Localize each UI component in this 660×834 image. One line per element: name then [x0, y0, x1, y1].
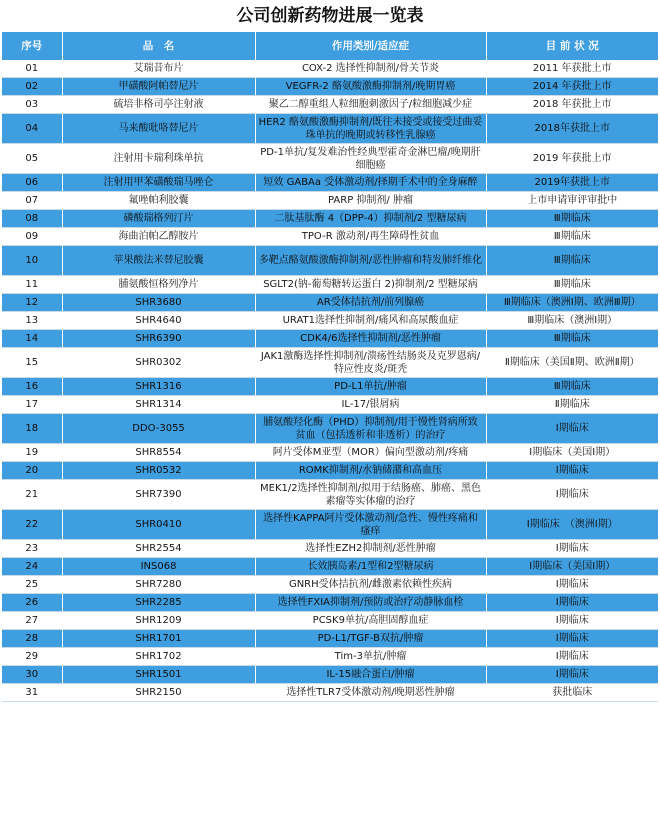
- table-row: [2, 558, 658, 576]
- status-cell: 2018 年获批上市: [486, 96, 658, 114]
- table-row: [2, 228, 658, 246]
- table-row: [2, 144, 658, 174]
- product-name-cell: DDO-3055: [62, 414, 255, 444]
- table-row: [2, 78, 658, 96]
- status-cell: Ⅰ期临床: [486, 648, 658, 666]
- table-row: [2, 684, 658, 702]
- table-row: [2, 246, 658, 276]
- table-row: [2, 312, 658, 330]
- product-name-cell: SHR8554: [62, 444, 255, 462]
- status-cell: Ⅰ期临床: [486, 540, 658, 558]
- row-number-cell: 29: [2, 648, 62, 666]
- row-number-cell: 18: [2, 414, 62, 444]
- status-cell: Ⅰ期临床: [486, 612, 658, 630]
- status-cell: Ⅲ期临床（澳洲Ⅰ期）: [486, 312, 658, 330]
- status-cell: Ⅲ期临床: [486, 246, 658, 276]
- row-number-cell: 05: [2, 144, 62, 174]
- drug-progress-table: [2, 32, 658, 702]
- row-number-cell: 13: [2, 312, 62, 330]
- row-number-cell: 19: [2, 444, 62, 462]
- status-cell: Ⅰ期临床（美国Ⅰ期）: [486, 444, 658, 462]
- table-row: [2, 114, 658, 144]
- category-indication-cell: 短效 GABAa 受体激动剂/择期手术中的全身麻醉: [255, 174, 486, 192]
- category-indication-cell: URAT1选择性抑制剂/痛风和高尿酸血症: [255, 312, 486, 330]
- status-cell: Ⅲ期临床（澳洲Ⅰ期、欧洲Ⅲ期）: [486, 294, 658, 312]
- product-name-cell: 氟唑帕利胶囊: [62, 192, 255, 210]
- table-row: [2, 210, 658, 228]
- table-row: [2, 612, 658, 630]
- row-number-cell: 01: [2, 60, 62, 78]
- status-cell: 2011 年获批上市: [486, 60, 658, 78]
- row-number-cell: 11: [2, 276, 62, 294]
- table-row: [2, 414, 658, 444]
- status-cell: 2014 年获批上市: [486, 78, 658, 96]
- status-cell: Ⅰ期临床（美国Ⅰ期）: [486, 558, 658, 576]
- product-name-cell: SHR2554: [62, 540, 255, 558]
- table-row: [2, 666, 658, 684]
- product-name-cell: SHR1501: [62, 666, 255, 684]
- row-number-cell: 22: [2, 510, 62, 540]
- product-name-cell: 海曲泊帕乙醇胺片: [62, 228, 255, 246]
- status-cell: Ⅲ期临床: [486, 228, 658, 246]
- row-number-cell: 25: [2, 576, 62, 594]
- row-number-cell: 31: [2, 684, 62, 702]
- category-indication-cell: 长效胰岛素/1型和2型糖尿病: [255, 558, 486, 576]
- status-cell: Ⅲ期临床: [486, 276, 658, 294]
- category-indication-cell: HER2 酪氨酸激酶抑制剂/既往未接受或接受过曲妥珠单抗的晚期或转移性乳腺癌: [255, 114, 486, 144]
- row-number-cell: 21: [2, 480, 62, 510]
- header-current-status: 目 前 状 况: [486, 32, 658, 60]
- table-row: [2, 630, 658, 648]
- product-name-cell: 脯氨酸恒格列净片: [62, 276, 255, 294]
- header-product-name: 品 名: [62, 32, 255, 60]
- table-row: [2, 594, 658, 612]
- category-indication-cell: 二肽基肽酶 4（DPP-4）抑制剂/2 型糖尿病: [255, 210, 486, 228]
- row-number-cell: 10: [2, 246, 62, 276]
- category-indication-cell: 选择性TLR7受体激动剂/晚期恶性肿瘤: [255, 684, 486, 702]
- category-indication-cell: PD-L1/TGF-B双抗/肿瘤: [255, 630, 486, 648]
- product-name-cell: SHR1314: [62, 396, 255, 414]
- product-name-cell: SHR3680: [62, 294, 255, 312]
- category-indication-cell: TPO-R 激动剂/再生障碍性贫血: [255, 228, 486, 246]
- category-indication-cell: 聚乙二醇重组人粒细胞刺激因子/粒细胞减少症: [255, 96, 486, 114]
- row-number-cell: 30: [2, 666, 62, 684]
- status-cell: 2019年获批上市: [486, 174, 658, 192]
- product-name-cell: 甲磺酸阿帕替尼片: [62, 78, 255, 96]
- table-row: [2, 330, 658, 348]
- product-name-cell: 硫培非格司亭注射液: [62, 96, 255, 114]
- product-name-cell: SHR4640: [62, 312, 255, 330]
- row-number-cell: 06: [2, 174, 62, 192]
- row-number-cell: 24: [2, 558, 62, 576]
- table-row: [2, 444, 658, 462]
- product-name-cell: SHR7390: [62, 480, 255, 510]
- status-cell: Ⅰ期临床: [486, 462, 658, 480]
- category-indication-cell: PARP 抑制剂/ 肿瘤: [255, 192, 486, 210]
- row-number-cell: 27: [2, 612, 62, 630]
- header-number: 序号: [2, 32, 62, 60]
- header-category-indication: 作用类别/适应症: [255, 32, 486, 60]
- product-name-cell: 苹果酸法米替尼胶囊: [62, 246, 255, 276]
- table-row: [2, 378, 658, 396]
- table-row: [2, 480, 658, 510]
- product-name-cell: 注射用甲苯磺酸瑞马唑仑: [62, 174, 255, 192]
- status-cell: Ⅲ期临床: [486, 378, 658, 396]
- category-indication-cell: 选择性FXIA抑制剂/预防或治疗动静脉血栓: [255, 594, 486, 612]
- product-name-cell: SHR7280: [62, 576, 255, 594]
- status-cell: Ⅰ期临床: [486, 414, 658, 444]
- product-name-cell: SHR0302: [62, 348, 255, 378]
- category-indication-cell: 阿片受体M亚型（MOR）偏向型激动剂/疼痛: [255, 444, 486, 462]
- table-row: [2, 174, 658, 192]
- row-number-cell: 02: [2, 78, 62, 96]
- status-cell: 2018年获批上市: [486, 114, 658, 144]
- product-name-cell: SHR1316: [62, 378, 255, 396]
- category-indication-cell: IL-15融合蛋白/肿瘤: [255, 666, 486, 684]
- table-row: [2, 348, 658, 378]
- product-name-cell: 艾瑞昔布片: [62, 60, 255, 78]
- table-row: [2, 540, 658, 558]
- row-number-cell: 17: [2, 396, 62, 414]
- row-number-cell: 03: [2, 96, 62, 114]
- status-cell: Ⅰ期临床: [486, 594, 658, 612]
- row-number-cell: 09: [2, 228, 62, 246]
- table-row: [2, 510, 658, 540]
- row-number-cell: 08: [2, 210, 62, 228]
- product-name-cell: INS068: [62, 558, 255, 576]
- product-name-cell: 注射用卡瑞利珠单抗: [62, 144, 255, 174]
- status-cell: Ⅰ期临床: [486, 480, 658, 510]
- status-cell: Ⅰ期临床 （澳洲Ⅰ期）: [486, 510, 658, 540]
- status-cell: 获批临床: [486, 684, 658, 702]
- category-indication-cell: ROMK抑制剂/水钠储潴和高血压: [255, 462, 486, 480]
- category-indication-cell: 脯氨酸羟化酶（PHD）抑制剂/用于慢性肾病所致贫血（包括透析和非透析）的治疗: [255, 414, 486, 444]
- status-cell: Ⅱ期临床（美国Ⅱ期、欧洲Ⅱ期）: [486, 348, 658, 378]
- category-indication-cell: VEGFR-2 酪氨酸激酶抑制剂/晚期胃癌: [255, 78, 486, 96]
- category-indication-cell: 选择性EZH2抑制剂/恶性肿瘤: [255, 540, 486, 558]
- row-number-cell: 07: [2, 192, 62, 210]
- table-row: [2, 462, 658, 480]
- category-indication-cell: IL-17/银屑病: [255, 396, 486, 414]
- category-indication-cell: JAK1激酶选择性抑制剂/溃疡性结肠炎及克罗恩病/特应性皮炎/斑秃: [255, 348, 486, 378]
- product-name-cell: SHR0532: [62, 462, 255, 480]
- category-indication-cell: PD-1单抗/复发难治性经典型霍奇金淋巴瘤/晚期肝细胞癌: [255, 144, 486, 174]
- table-header-row: [2, 32, 658, 60]
- category-indication-cell: PCSK9单抗/高胆固醇血症: [255, 612, 486, 630]
- status-cell: Ⅲ期临床: [486, 210, 658, 228]
- table-row: [2, 276, 658, 294]
- table-row: [2, 96, 658, 114]
- category-indication-cell: MEK1/2选择性抑制剂/拟用于结肠癌、肺癌、黑色素瘤等实体瘤的治疗: [255, 480, 486, 510]
- table-row: [2, 576, 658, 594]
- row-number-cell: 23: [2, 540, 62, 558]
- product-name-cell: SHR1702: [62, 648, 255, 666]
- status-cell: 2019 年获批上市: [486, 144, 658, 174]
- row-number-cell: 14: [2, 330, 62, 348]
- category-indication-cell: 多靶点酪氨酸激酶抑制剂/恶性肿瘤和特发肺纤维化: [255, 246, 486, 276]
- category-indication-cell: PD-L1单抗/肿瘤: [255, 378, 486, 396]
- row-number-cell: 16: [2, 378, 62, 396]
- status-cell: Ⅱ期临床: [486, 396, 658, 414]
- row-number-cell: 26: [2, 594, 62, 612]
- category-indication-cell: Tim-3单抗/肿瘤: [255, 648, 486, 666]
- category-indication-cell: 选择性KAPPA阿片受体激动剂/急性、慢性疼痛和瘙痒: [255, 510, 486, 540]
- table-row: [2, 396, 658, 414]
- product-name-cell: SHR1209: [62, 612, 255, 630]
- category-indication-cell: GNRH受体拮抗剂/雌激素依赖性疾病: [255, 576, 486, 594]
- status-cell: Ⅲ期临床: [486, 330, 658, 348]
- status-cell: Ⅰ期临床: [486, 576, 658, 594]
- row-number-cell: 04: [2, 114, 62, 144]
- status-cell: Ⅰ期临床: [486, 666, 658, 684]
- row-number-cell: 15: [2, 348, 62, 378]
- page-title: 公司创新药物进展一览表: [236, 6, 424, 26]
- status-cell: 上市申请审评审批中: [486, 192, 658, 210]
- table-row: [2, 294, 658, 312]
- table-row: [2, 192, 658, 210]
- category-indication-cell: CDK4/6选择性抑制剂/恶性肿瘤: [255, 330, 486, 348]
- product-name-cell: SHR6390: [62, 330, 255, 348]
- product-name-cell: SHR1701: [62, 630, 255, 648]
- table-body: [2, 60, 658, 702]
- row-number-cell: 12: [2, 294, 62, 312]
- row-number-cell: 20: [2, 462, 62, 480]
- table-row: [2, 648, 658, 666]
- category-indication-cell: COX-2 选择性抑制剂/骨关节炎: [255, 60, 486, 78]
- product-name-cell: SHR2285: [62, 594, 255, 612]
- status-cell: Ⅰ期临床: [486, 630, 658, 648]
- category-indication-cell: AR受体拮抗剂/前列腺癌: [255, 294, 486, 312]
- table-row: [2, 60, 658, 78]
- product-name-cell: SHR0410: [62, 510, 255, 540]
- product-name-cell: SHR2150: [62, 684, 255, 702]
- product-name-cell: 磷酸瑞格列汀片: [62, 210, 255, 228]
- category-indication-cell: SGLT2(钠-葡萄糖转运蛋白 2)抑制剂/2 型糖尿病: [255, 276, 486, 294]
- row-number-cell: 28: [2, 630, 62, 648]
- product-name-cell: 马来酸吡咯替尼片: [62, 114, 255, 144]
